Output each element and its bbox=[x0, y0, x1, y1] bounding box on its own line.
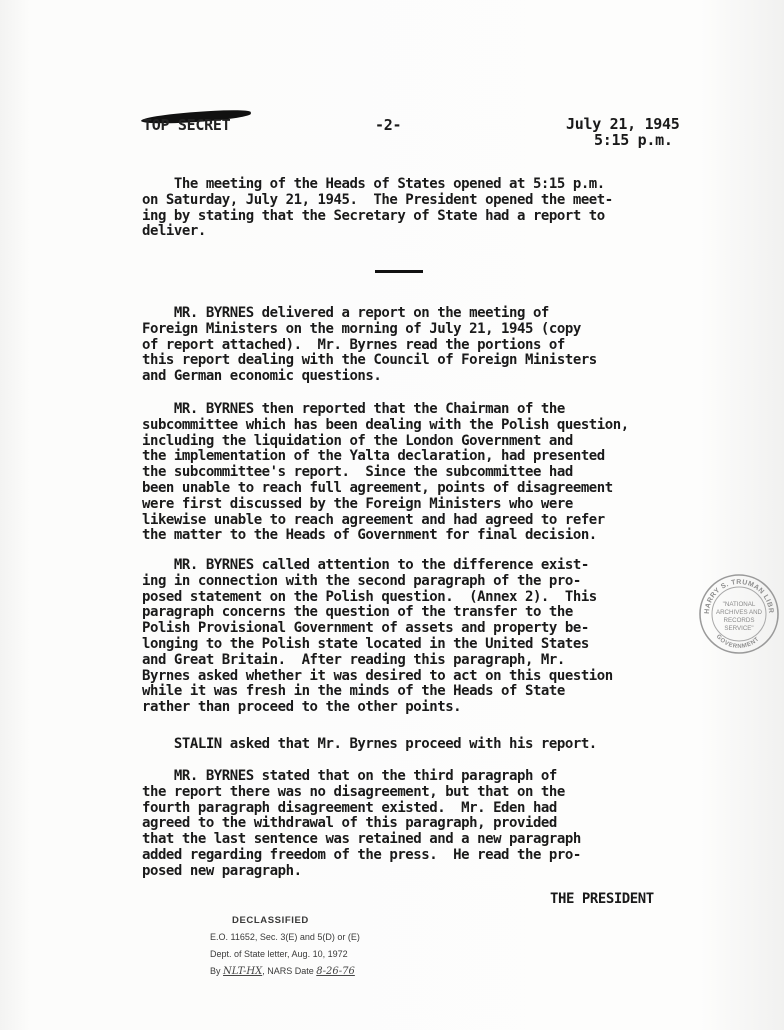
declassification-stamp bbox=[210, 912, 510, 980]
seal-inner-line-4: SERVICE" bbox=[724, 625, 754, 632]
stamp-authority: E.O. 11652, Sec. 3(E) and 5(D) or (E) bbox=[210, 932, 360, 942]
stamp-by-signature: NLT-HX bbox=[223, 966, 263, 977]
stamp-reference: Dept. of State letter, Aug. 10, 1972 bbox=[210, 949, 348, 959]
seal-graphic bbox=[697, 572, 781, 656]
truman-library-seal bbox=[697, 572, 781, 656]
seal-inner-line-2: ARCHIVES AND bbox=[715, 609, 763, 616]
classification-label: TOP SECRET bbox=[143, 116, 231, 134]
paragraph-eden: MR. BYRNES stated that on the third paragraph of the report there was no disagreement, but that on the fourth paragraph disagreement existed. Mr. Eden had agreed to the withdrawal of this paragraph, provided that the last sentence was retained and a new paragraph added regarding freedom of the press. He read the pro- posed new paragraph. bbox=[142, 768, 581, 879]
seal-outer-text: HARRY S. TRUMAN LIBR bbox=[703, 578, 775, 615]
document-time: 5:15 p.m. bbox=[594, 131, 673, 149]
seal-inner-line-3: RECORDS bbox=[723, 617, 755, 624]
paragraph-byrnes-report: MR. BYRNES delivered a report on the meeting of Foreign Ministers on the morning of July 21, 1945 (copy of report attached). Mr. Byrnes read the portions of this report dealing with the Council of Foreign Ministers and German economic questions. bbox=[142, 305, 597, 385]
document-date: July 21, 1945 bbox=[566, 115, 680, 133]
stamp-nars-label: NARS Date bbox=[267, 966, 314, 976]
seal-inner-line-1: "NATIONAL bbox=[722, 601, 756, 608]
paragraph-polish-subcommittee: MR. BYRNES then reported that the Chairman of the subcommittee which has been dealing with the Polish question, including the liquidation of the London Government and the implementation of the Yalta declaration, had presented the subcommittee's report. Since the subcommittee had been unable to reach full agreement, points of disagreement were first discussed by the Foreign Ministers who were likewise unable to reach agreement and had agreed to refer the matter to the Heads of Government for final decision. bbox=[142, 401, 629, 544]
stamp-signature-line: By NLT-HX, NARS Date 8-26-76 bbox=[210, 966, 355, 977]
stamp-by-label: By bbox=[210, 966, 221, 976]
catchword-next-page: THE PRESIDENT bbox=[550, 891, 654, 907]
page-number: -2- bbox=[375, 116, 402, 134]
paragraph-opening: The meeting of the Heads of States opened at 5:15 p.m. on Saturday, July 21, 1945. The President opened the meet- ing by stating that the Secretary of State had a report to deliver. bbox=[142, 176, 613, 240]
stamp-title: DECLASSIFIED bbox=[232, 915, 309, 926]
seal-bottom-text: GOVERNMENT bbox=[714, 633, 761, 651]
paragraph-annex-2: MR. BYRNES called attention to the difference exist- ing in connection with the second paragraph of the pro- posed statement on the Polish question. (Annex 2). This paragraph concerns the question of the transfer to the Polish Provisional Government of assets and property be- longing to the Polish state located in the United States and Great Britain. After reading this paragraph, Mr. Byrnes asked whether it was desired to act on this question while it was fresh in the minds of the Heads of State rather than proceed to the other points. bbox=[142, 557, 613, 716]
stamp-nars-date: 8-26-76 bbox=[316, 966, 355, 977]
paragraph-stalin: STALIN asked that Mr. Byrnes proceed with his report. bbox=[142, 736, 597, 752]
section-divider bbox=[375, 270, 423, 273]
